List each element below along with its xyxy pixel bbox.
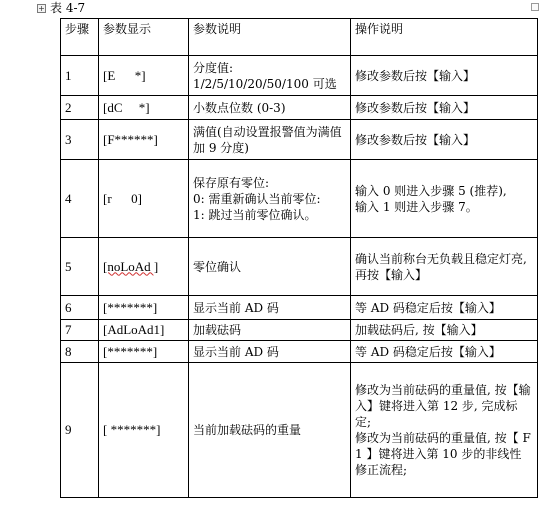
- step-number: 6: [61, 296, 99, 320]
- display-code: [r 0]: [99, 160, 189, 238]
- header-operation: 操作说明: [351, 19, 538, 56]
- parameter-description: 加载砝码: [189, 320, 351, 341]
- display-code: [E *]: [99, 56, 189, 96]
- parameter-description: 分度值: 1/2/5/10/20/50/100 可选: [189, 56, 351, 96]
- step-number: 5: [61, 238, 99, 296]
- table-row: [61, 120, 538, 160]
- table-row: [61, 320, 538, 341]
- parameter-description: 显示当前 AD 码: [189, 296, 351, 320]
- display-code: [F******]: [99, 120, 189, 160]
- table-row: [61, 96, 538, 120]
- display-code: [*******]: [99, 341, 189, 363]
- parameter-description: 当前加载砝码的重量: [189, 363, 351, 498]
- header-step: 步骤: [61, 19, 99, 56]
- step-number: 4: [61, 160, 99, 238]
- step-number: 2: [61, 96, 99, 120]
- operation-description: 修改参数后按【输入】: [351, 56, 538, 96]
- display-code: [dC *]: [99, 96, 189, 120]
- parameter-description: 保存原有零位: 0: 需重新确认当前零位: 1: 跳过当前零位确认。: [189, 160, 351, 238]
- table-row: [61, 341, 538, 363]
- operation-description: 等 AD 码稳定后按【输入】: [351, 296, 538, 320]
- step-number: 8: [61, 341, 99, 363]
- parameter-description: 满值(自动设置报警值为满值加 9 分度): [189, 120, 351, 160]
- operation-description: 等 AD 码稳定后按【输入】: [351, 341, 538, 363]
- parameter-description: 小数点位数 (0-3): [189, 96, 351, 120]
- display-code: [AdLoAd1]: [99, 320, 189, 341]
- header-description: 参数说明: [189, 19, 351, 56]
- operation-description: 输入 0 则进入步骤 5 (推荐), 输入 1 则进入步骤 7。: [351, 160, 538, 238]
- display-code: [noLoAd ]: [99, 238, 189, 296]
- table-move-handle-icon[interactable]: +: [38, 4, 45, 13]
- table-row: [61, 238, 538, 296]
- table-row: [61, 296, 538, 320]
- table-row: [61, 160, 538, 238]
- table-row: [61, 56, 538, 96]
- operation-description: 确认当前称台无负载且稳定灯亮, 再按【输入】: [351, 238, 538, 296]
- operation-description: 修改参数后按【输入】: [351, 96, 538, 120]
- table-caption: 表 4-7: [50, 1, 86, 15]
- operation-description: 修改参数后按【输入】: [351, 120, 538, 160]
- display-code: [*******]: [99, 296, 189, 320]
- table-row: [61, 363, 538, 498]
- parameter-description: 零位确认: [189, 238, 351, 296]
- operation-description: 修改为当前砝码的重量值, 按【输入】键将进入第 12 步, 完成标定; 修改为当前砝码的重量值, 按【 F1 】键将进入第 10 步的非线性修正流程;: [351, 363, 538, 498]
- operation-description: 加载砝码后, 按【输入】: [351, 320, 538, 341]
- step-number: 7: [61, 320, 99, 341]
- display-code: [ *******]: [99, 363, 189, 498]
- step-number: 9: [61, 363, 99, 498]
- table-header-row: [61, 19, 538, 56]
- header-display: 参数显示: [99, 19, 189, 56]
- parameter-description: 显示当前 AD 码: [189, 341, 351, 363]
- parameter-table: [60, 18, 538, 498]
- resize-handle-icon[interactable]: [531, 3, 539, 11]
- step-number: 1: [61, 56, 99, 96]
- step-number: 3: [61, 120, 99, 160]
